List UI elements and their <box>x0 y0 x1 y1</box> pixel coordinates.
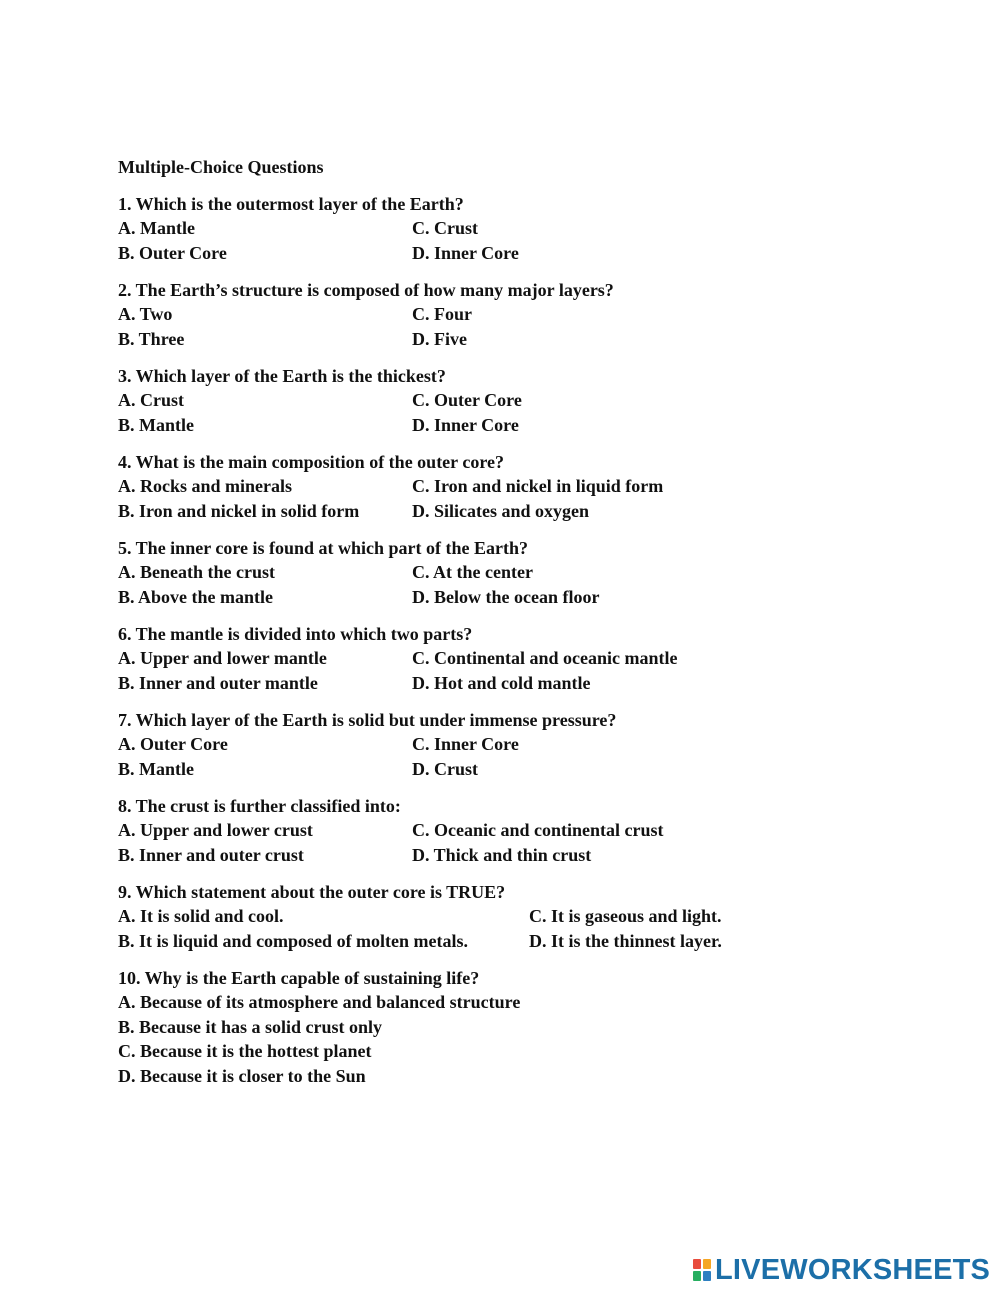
question-text: 5. The inner core is found at which part of the Earth? <box>118 538 529 558</box>
option-c: C. Inner Core <box>412 734 519 754</box>
answer-options <box>118 474 918 523</box>
question-1 <box>118 192 918 265</box>
logo-tile-4 <box>703 1271 711 1281</box>
option-b: B. It is liquid and composed of molten metals. <box>118 930 469 951</box>
answer-options <box>118 818 918 867</box>
option-c: C. Crust <box>412 218 478 238</box>
question-text: 10. Why is the Earth capable of sustaining life? <box>118 968 480 988</box>
option-d: D. It is the thinnest layer. <box>529 930 722 951</box>
question-text: 3. Which layer of the Earth is the thickest? <box>118 366 446 386</box>
option-a: A. Beneath the crust <box>118 562 275 582</box>
option-d: D. Crust <box>412 758 478 779</box>
option-c: C. Outer Core <box>412 390 522 410</box>
worksheet <box>118 155 918 1101</box>
option-b: B. Above the mantle <box>118 586 273 607</box>
option-a: A. It is solid and cool. <box>118 906 284 926</box>
option-a: A. Because of its atmosphere and balanced structure <box>118 992 521 1012</box>
option-b: B. Outer Core <box>118 242 227 263</box>
logo-tile-2 <box>703 1259 711 1269</box>
logo-tile-3 <box>693 1271 701 1281</box>
option-a: A. Rocks and minerals <box>118 476 293 496</box>
logo-tile-1 <box>693 1259 701 1269</box>
worksheet-heading: Multiple-Choice Questions <box>118 157 324 177</box>
question-text: 7. Which layer of the Earth is solid but under immense pressure? <box>118 710 617 730</box>
question-text: 6. The mantle is divided into which two parts? <box>118 624 473 644</box>
option-b: B. Inner and outer mantle <box>118 672 318 693</box>
option-c: C. It is gaseous and light. <box>529 906 722 926</box>
option-d: D. Inner Core <box>412 242 519 263</box>
answer-options <box>118 646 918 695</box>
option-b: B. Inner and outer crust <box>118 844 304 865</box>
option-b: B. Three <box>118 328 185 349</box>
question-text: 8. The crust is further classified into: <box>118 796 401 816</box>
answer-options <box>118 990 918 1088</box>
answer-options <box>118 560 918 609</box>
answer-options <box>118 302 918 351</box>
option-c: C. At the center <box>412 562 533 582</box>
option-d: D. Five <box>412 328 467 349</box>
option-a: A. Outer Core <box>118 734 228 754</box>
answer-options <box>118 388 918 437</box>
option-d: D. Below the ocean floor <box>412 586 600 607</box>
option-a: A. Mantle <box>118 218 195 238</box>
question-7 <box>118 708 918 781</box>
answer-options <box>118 216 918 265</box>
question-text: 4. What is the main composition of the outer core? <box>118 452 504 472</box>
option-b: B. Mantle <box>118 758 194 779</box>
question-text: 2. The Earth’s structure is composed of how many major layers? <box>118 280 614 300</box>
option-a: A. Crust <box>118 390 184 410</box>
liveworksheets-logo <box>692 1255 990 1285</box>
question-5 <box>118 536 918 609</box>
logo-text: LIVEWORKSHEETS <box>715 1254 991 1286</box>
answer-options <box>118 732 918 781</box>
option-a: A. Upper and lower mantle <box>118 648 327 668</box>
option-a: A. Two <box>118 304 173 324</box>
question-4 <box>118 450 918 523</box>
option-c: C. Because it is the hottest planet <box>118 1041 372 1061</box>
option-d: D. Hot and cold mantle <box>412 672 591 693</box>
option-c: C. Four <box>412 304 472 324</box>
liveworksheets-logo-icon <box>692 1258 712 1282</box>
question-9 <box>118 880 918 953</box>
answer-options <box>118 904 918 953</box>
option-d: D. Inner Core <box>412 414 519 435</box>
option-b: B. Iron and nickel in solid form <box>118 500 360 521</box>
question-10 <box>118 966 918 1088</box>
option-c: C. Iron and nickel in liquid form <box>412 476 664 496</box>
question-6 <box>118 622 918 695</box>
option-d: D. Silicates and oxygen <box>412 500 590 521</box>
question-text: 1. Which is the outermost layer of the Earth? <box>118 194 464 214</box>
option-c: C. Continental and oceanic mantle <box>412 648 678 668</box>
question-3 <box>118 364 918 437</box>
question-2 <box>118 278 918 351</box>
option-b: B. Because it has a solid crust only <box>118 1016 383 1037</box>
option-d: D. Because it is closer to the Sun <box>118 1065 366 1086</box>
option-b: B. Mantle <box>118 414 194 435</box>
option-d: D. Thick and thin crust <box>412 844 592 865</box>
question-text: 9. Which statement about the outer core is TRUE? <box>118 882 506 902</box>
option-a: A. Upper and lower crust <box>118 820 313 840</box>
question-8 <box>118 794 918 867</box>
option-c: C. Oceanic and continental crust <box>412 820 664 840</box>
